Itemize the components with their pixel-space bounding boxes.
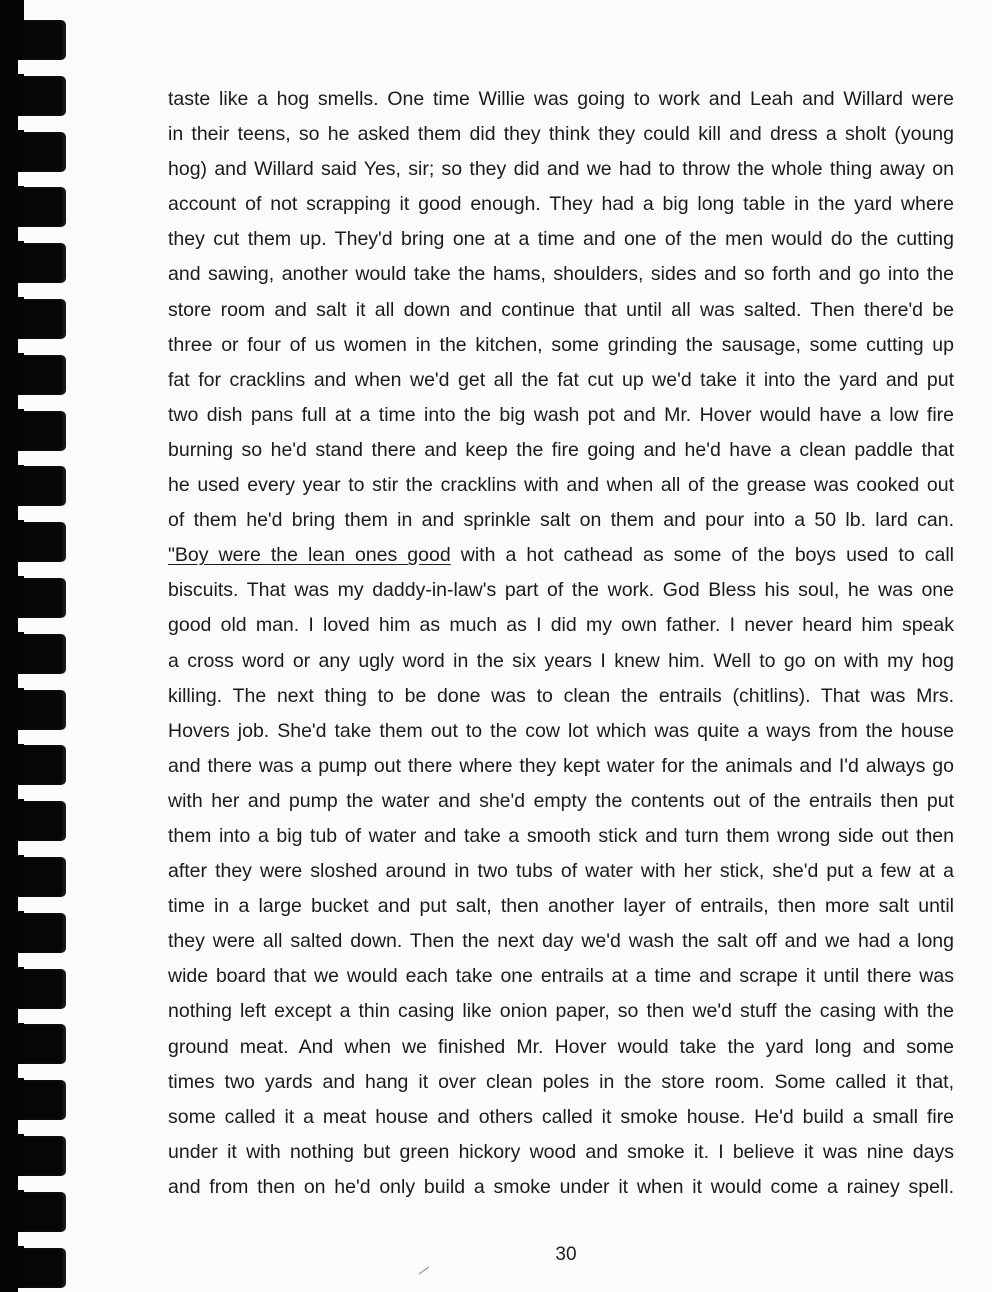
text-line: and from then on he'd only build a smoke under it when it would come a rainey spell. [168,1175,954,1198]
binding-loop [22,969,66,1009]
binding-loop [22,634,66,674]
binding-loop [22,299,66,339]
binding-gap [18,730,32,744]
text-line-rest: with a hot cathead as some of the boys used to call [450,544,954,567]
spiral-binding-edge [0,0,24,1292]
text-line-with-underline [168,538,954,573]
text-line: good old man. I loved him as much as I did my own father. I never heard him speak [168,614,954,637]
scan-speck [419,1267,429,1275]
binding-loop [22,355,66,395]
binding-loop [22,243,66,283]
binding-loop [22,187,66,227]
text-line: with her and pump the water and she'd empty the contents out of the entrails then put [168,789,954,812]
binding-gap [18,60,32,74]
binding-gap [18,897,32,911]
binding-loop [22,1136,66,1176]
binding-gap [18,785,32,799]
text-line: killing. The next thing to be done was to clean the entrails (chitlins). That was Mrs. [168,684,954,707]
text-line: them into a big tub of water and take a smooth stick and turn them wrong side out then [168,824,954,847]
text-line: Hovers job. She'd take them out to the cow lot which was quite a ways from the house [168,719,954,742]
text-line: under it with nothing but green hickory wood and smoke it. I believe it was nine days [168,1140,954,1163]
binding-gap [18,1176,32,1190]
binding-loop [22,745,66,785]
text-line: he used every year to stir the cracklins with and when all of the grease was cooked out [168,474,954,497]
binding-gap [18,1120,32,1134]
text-line: three or four of us women in the kitchen, some grinding the sausage, some cutting up [168,333,954,356]
page-number: 30 [555,1244,577,1265]
text-line: and there was a pump out there where they kept water for the animals and I'd always go [168,754,954,777]
text-line: and sawing, another would take the hams, shoulders, sides and so forth and go into the [168,263,954,286]
binding-loop [22,857,66,897]
text-line: taste like a hog smells. One time Willie was going to work and Leah and Willard were [168,88,954,110]
text-line: nothing left except a thin casing like onion paper, so then we'd stuff the casing with the [168,1000,954,1023]
binding-gap [18,1009,32,1023]
binding-loop [22,20,66,60]
text-line: ground meat. And when we finished Mr. Hover would take the yard long and some [168,1035,954,1058]
body-text [168,82,954,1205]
binding-gap [18,116,32,130]
text-line: in their teens, so he asked them did they think they could kill and dress a sholt (young [168,123,954,146]
binding-gap [18,339,32,353]
binding-gap [18,953,32,967]
binding-loop [22,690,66,730]
binding-gap [18,395,32,409]
text-line: hog) and Willard said Yes, sir; so they did and we had to throw the whole thing away on [168,158,954,181]
text-line: of them he'd bring them in and sprinkle salt on them and pour into a 50 lb. lard can. [168,509,954,532]
text-line: biscuits. That was my daddy-in-law's part of the work. God Bless his soul, he was one [168,579,954,602]
text-line: they cut them up. They'd bring one at a time and one of the men would do the cutting [168,228,954,251]
binding-loop [22,578,66,618]
binding-loop [22,1024,66,1064]
binding-gap [18,618,32,632]
text-line: a cross word or any ugly word in the six years I knew him. Well to go on with my hog [168,649,954,672]
underlined-quote: "Boy were the lean ones good [168,544,451,567]
text-line: burning so he'd stand there and keep the fire going and he'd have a clean paddle that [168,438,954,461]
text-line: some called it a meat house and others called it smoke house. He'd build a small fire [168,1105,954,1128]
binding-loop [22,801,66,841]
binding-loop [22,1192,66,1232]
text-line: wide board that we would each take one entrails at a time and scrape it until there was [168,965,954,988]
binding-gap [18,562,32,576]
binding-loop [22,466,66,506]
binding-gap [18,1288,32,1292]
text-line: after they were sloshed around in two tubs of water with her stick, she'd put a few at a [168,860,954,883]
binding-loop [22,913,66,953]
binding-loop [22,522,66,562]
text-line: two dish pans full at a time into the big wash pot and Mr. Hover would have a low fire [168,403,954,426]
binding-loop [22,76,66,116]
binding-loop [22,411,66,451]
binding-gap [18,227,32,241]
binding-gap [18,1064,32,1078]
text-line: time in a large bucket and put salt, then another layer of entrails, then more salt until [168,895,954,918]
binding-gap [18,283,32,297]
text-line: times two yards and hang it over clean poles in the store room. Some called it that, [168,1070,954,1093]
text-line: they were all salted down. Then the next day we'd wash the salt off and we had a long [168,930,954,953]
binding-gap [18,506,32,520]
text-line: fat for cracklins and when we'd get all the fat cut up we'd take it into the yard and put [168,368,954,391]
binding-loop [22,132,66,172]
binding-gap [18,451,32,465]
text-line: store room and salt it all down and continue that until all was salted. Then there'd be [168,298,954,321]
text-line: account of not scrapping it good enough. They had a big long table in the yard where [168,193,954,216]
binding-loop [22,1080,66,1120]
binding-gap [18,674,32,688]
binding-gap [18,172,32,186]
binding-gap [18,841,32,855]
